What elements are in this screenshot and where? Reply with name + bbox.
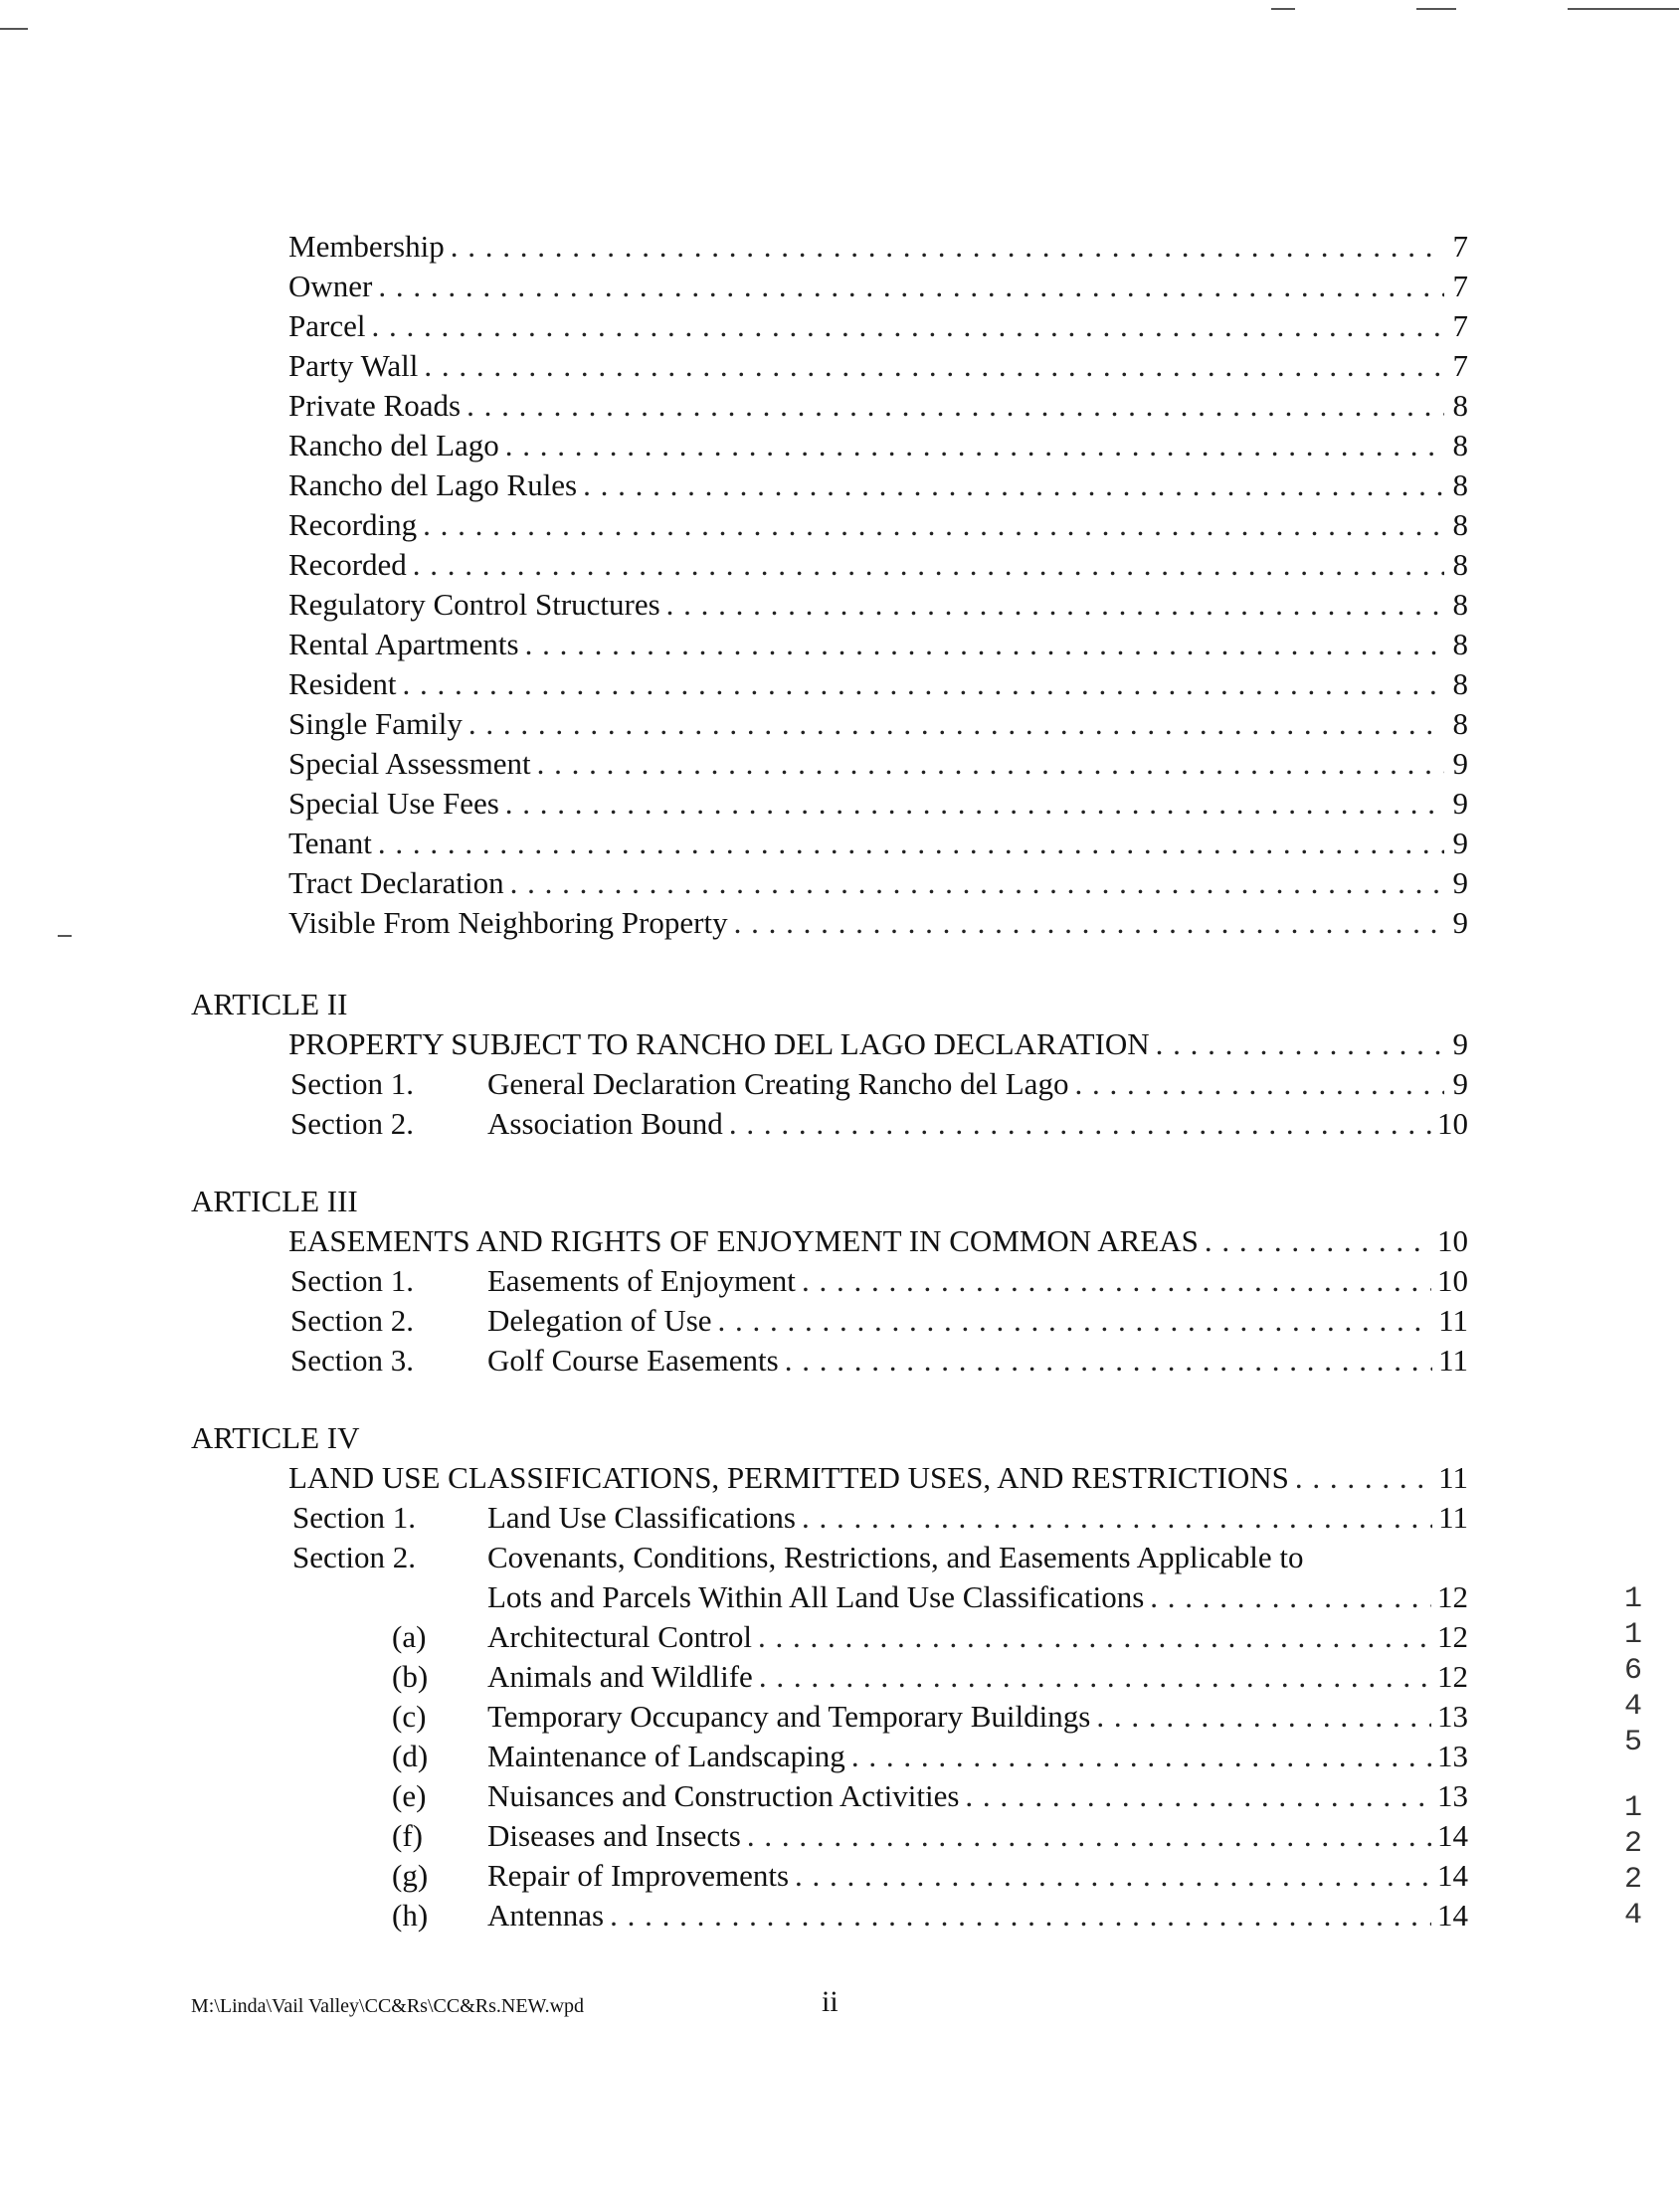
entry-page: 13: [1437, 1739, 1468, 1773]
entry-page: 9: [1452, 905, 1468, 940]
entry-page: 8: [1452, 547, 1468, 582]
toc-entry: [288, 784, 1468, 824]
dot-leader: [505, 784, 1444, 824]
toc-entry: [288, 306, 1468, 346]
entry-page: 12: [1437, 1659, 1468, 1694]
footer-page-number: ii: [822, 1985, 839, 2018]
entry-page: 7: [1452, 348, 1468, 383]
entry-label: Easements of Enjoyment: [487, 1263, 796, 1298]
article-heading: ARTICLE IV: [191, 1420, 360, 1455]
toc-entry: [288, 744, 1468, 784]
entry-label: Animals and Wildlife: [487, 1659, 753, 1694]
toc-entry: [288, 824, 1468, 863]
entry-page: 13: [1437, 1778, 1468, 1813]
dot-leader: [451, 227, 1444, 267]
entry-label: Special Assessment: [288, 746, 531, 781]
entry-label: Association Bound: [487, 1106, 723, 1141]
stamp-digit: 6: [1623, 1654, 1642, 1688]
entry-page: 8: [1452, 706, 1468, 741]
dot-leader: [505, 426, 1444, 465]
toc-entry: [487, 1816, 1468, 1856]
entry-page: 11: [1438, 1460, 1468, 1495]
entry-label: Antennas: [487, 1898, 605, 1933]
stamp-digit: 2: [1623, 1863, 1642, 1897]
toc-entry: [288, 227, 1468, 267]
toc-entry: [288, 903, 1468, 943]
entry-page: 8: [1452, 428, 1468, 462]
dot-leader: [666, 585, 1444, 625]
stamp-digit: 5: [1623, 1726, 1642, 1759]
dot-leader: [403, 664, 1445, 704]
dot-leader: [785, 1341, 1432, 1381]
dot-leader: [378, 267, 1444, 306]
entry-label: Owner: [288, 269, 373, 303]
entry-page: 9: [1452, 865, 1468, 900]
toc-entry: [288, 545, 1468, 585]
entry-page: 8: [1452, 388, 1468, 423]
toc-entry: [487, 1617, 1468, 1657]
toc-entry: [487, 1577, 1468, 1617]
article-title: [288, 1458, 1468, 1498]
section-number: Section 2.: [290, 1303, 414, 1338]
footer-file-path: M:\Linda\Vail Valley\CC&Rs\CC&Rs.NEW.wpd: [191, 1995, 585, 2017]
entry-page: 8: [1452, 627, 1468, 661]
section-number: Section 1.: [292, 1500, 416, 1535]
subsection-letter: (f): [392, 1818, 423, 1853]
scan-mark: [58, 935, 72, 937]
stamp-digit: 4: [1623, 1690, 1642, 1724]
entry-page: 8: [1452, 587, 1468, 622]
toc-entry: [288, 267, 1468, 306]
toc-entry: [288, 386, 1468, 426]
entry-page: 9: [1452, 1066, 1468, 1101]
article-heading: ARTICLE II: [191, 987, 348, 1021]
section-number: Section 2.: [292, 1540, 416, 1574]
entry-label: Nuisances and Construction Activities: [487, 1778, 960, 1813]
entry-label: Golf Course Easements: [487, 1343, 779, 1378]
dot-leader: [537, 744, 1444, 784]
entry-label-line: Covenants, Conditions, Restrictions, and Easements Applicable to: [487, 1540, 1304, 1574]
dot-leader: [468, 704, 1444, 744]
section-number: Section 3.: [290, 1343, 414, 1378]
entry-page: 9: [1452, 746, 1468, 781]
toc-entry: [487, 1261, 1468, 1301]
entry-label: Land Use Classifications: [487, 1500, 796, 1535]
entry-page: 10: [1437, 1263, 1468, 1298]
toc-entry: [288, 505, 1468, 545]
subsection-letter: (c): [392, 1699, 427, 1734]
stamp-digit: 1: [1623, 1791, 1642, 1825]
toc-entry: [288, 625, 1468, 664]
toc-entry: [487, 1776, 1468, 1816]
dot-leader: [510, 863, 1444, 903]
toc-entry: [487, 1498, 1468, 1538]
subsection-letter: (d): [392, 1739, 429, 1773]
dot-leader: [729, 1104, 1431, 1144]
entry-page: 13: [1437, 1699, 1468, 1734]
subsection-letter: (e): [392, 1778, 427, 1813]
dot-leader: [610, 1896, 1431, 1936]
entry-label: Party Wall: [288, 348, 419, 383]
stamp-digit: 2: [1623, 1827, 1642, 1861]
toc-entry: [487, 1856, 1468, 1896]
entry-page: 9: [1452, 786, 1468, 821]
toc-entry: [288, 585, 1468, 625]
entry-label: Temporary Occupancy and Temporary Buildings: [487, 1699, 1091, 1734]
entry-label: Regulatory Control Structures: [288, 587, 660, 622]
entry-label: General Declaration Creating Rancho del Lago: [487, 1066, 1069, 1101]
toc-entry: [288, 426, 1468, 465]
article-title-label: EASEMENTS AND RIGHTS OF ENJOYMENT IN COMMON AREAS: [288, 1223, 1199, 1258]
dot-leader: [423, 505, 1444, 545]
scan-mark: [1568, 8, 1679, 10]
article-heading: ARTICLE III: [191, 1184, 358, 1218]
dot-leader: [583, 465, 1444, 505]
stamp-digit: 4: [1623, 1899, 1642, 1933]
toc-entry: [487, 1737, 1468, 1776]
article-title: [288, 1221, 1468, 1261]
entry-label: Visible From Neighboring Property: [288, 905, 728, 940]
entry-page: 8: [1452, 467, 1468, 502]
stamp-digit: 1: [1623, 1582, 1642, 1616]
entry-page: 14: [1437, 1818, 1468, 1853]
toc-entry: [288, 704, 1468, 744]
entry-page: 12: [1437, 1579, 1468, 1614]
dot-leader: [466, 386, 1444, 426]
subsection-letter: (g): [392, 1858, 429, 1893]
entry-label: Special Use Fees: [288, 786, 499, 821]
dot-leader: [1150, 1577, 1431, 1617]
dot-leader: [525, 625, 1444, 664]
dot-leader: [371, 306, 1444, 346]
scan-mark: [0, 28, 28, 30]
entry-page: 10: [1437, 1223, 1468, 1258]
dot-leader: [718, 1301, 1433, 1341]
entry-label: Delegation of Use: [487, 1303, 712, 1338]
dot-leader: [965, 1776, 1431, 1816]
entry-label: Recording: [288, 507, 418, 542]
entry-label: Rancho del Lago: [288, 428, 499, 462]
toc-entry: [487, 1697, 1468, 1737]
entry-page: 12: [1437, 1619, 1468, 1654]
toc-entry: [487, 1657, 1468, 1697]
entry-page: 10: [1437, 1106, 1468, 1141]
toc-entry: [288, 863, 1468, 903]
entry-page: 7: [1452, 308, 1468, 343]
dot-leader: [734, 903, 1444, 943]
dot-leader: [802, 1261, 1431, 1301]
entry-page: 8: [1452, 666, 1468, 701]
toc-entry: [487, 1064, 1468, 1104]
dot-leader: [1096, 1697, 1431, 1737]
dot-leader: [759, 1657, 1431, 1697]
dot-leader: [758, 1617, 1431, 1657]
entry-page: 9: [1452, 826, 1468, 860]
section-number: Section 1.: [290, 1066, 414, 1101]
entry-page: 7: [1452, 269, 1468, 303]
entry-label: Private Roads: [288, 388, 462, 423]
entry-page: 11: [1438, 1303, 1468, 1338]
section-number: Section 2.: [290, 1106, 414, 1141]
toc-entry: [487, 1301, 1468, 1341]
entry-page: 14: [1437, 1858, 1468, 1893]
entry-label: Resident: [288, 666, 397, 701]
entry-page: 14: [1437, 1898, 1468, 1933]
entry-page: 7: [1452, 229, 1468, 264]
dot-leader: [802, 1498, 1432, 1538]
dot-leader: [747, 1816, 1431, 1856]
entry-label: Tract Declaration: [288, 865, 504, 900]
entry-label: Lots and Parcels Within All Land Use Classifications: [487, 1579, 1145, 1614]
dot-leader: [378, 824, 1444, 863]
entry-label: Rental Apartments: [288, 627, 519, 661]
scan-mark: [1271, 8, 1295, 10]
section-number: Section 1.: [290, 1263, 414, 1298]
dot-leader: [1295, 1458, 1432, 1498]
entry-label: Maintenance of Landscaping: [487, 1739, 845, 1773]
toc-entry: [487, 1341, 1468, 1381]
entry-page: 11: [1438, 1500, 1468, 1535]
entry-label: Architectural Control: [487, 1619, 752, 1654]
subsection-letter: (b): [392, 1659, 429, 1694]
entry-page: 9: [1452, 1026, 1468, 1061]
stamp-digit: 1: [1623, 1618, 1642, 1652]
entry-label: Membership: [288, 229, 445, 264]
toc-entry: [288, 465, 1468, 505]
dot-leader: [424, 346, 1444, 386]
dot-leader: [1156, 1024, 1444, 1064]
entry-label: Rancho del Lago Rules: [288, 467, 578, 502]
entry-label: Repair of Improvements: [487, 1858, 790, 1893]
article-title-label: LAND USE CLASSIFICATIONS, PERMITTED USES, AND RESTRICTIONS: [288, 1460, 1289, 1495]
toc-entry: [487, 1104, 1468, 1144]
dot-leader: [1074, 1064, 1444, 1104]
entry-label: Single Family: [288, 706, 463, 741]
entry-label: Recorded: [288, 547, 407, 582]
dot-leader: [795, 1856, 1431, 1896]
dot-leader: [1205, 1221, 1431, 1261]
entry-page: 11: [1438, 1343, 1468, 1378]
article-title: [288, 1024, 1468, 1064]
recording-number-stamp: [1613, 1581, 1653, 1934]
entry-label: Diseases and Insects: [487, 1818, 741, 1853]
entry-page: 8: [1452, 507, 1468, 542]
toc-entry: [487, 1896, 1468, 1936]
scan-mark: [1416, 8, 1456, 10]
subsection-letter: (h): [392, 1898, 429, 1933]
entry-label: Parcel: [288, 308, 366, 343]
toc-entry: [288, 346, 1468, 386]
toc-entry: [288, 664, 1468, 704]
dot-leader: [413, 545, 1444, 585]
subsection-letter: (a): [392, 1619, 427, 1654]
entry-label: Tenant: [288, 826, 372, 860]
dot-leader: [851, 1737, 1431, 1776]
article-title-label: PROPERTY SUBJECT TO RANCHO DEL LAGO DECLARATION: [288, 1026, 1150, 1061]
